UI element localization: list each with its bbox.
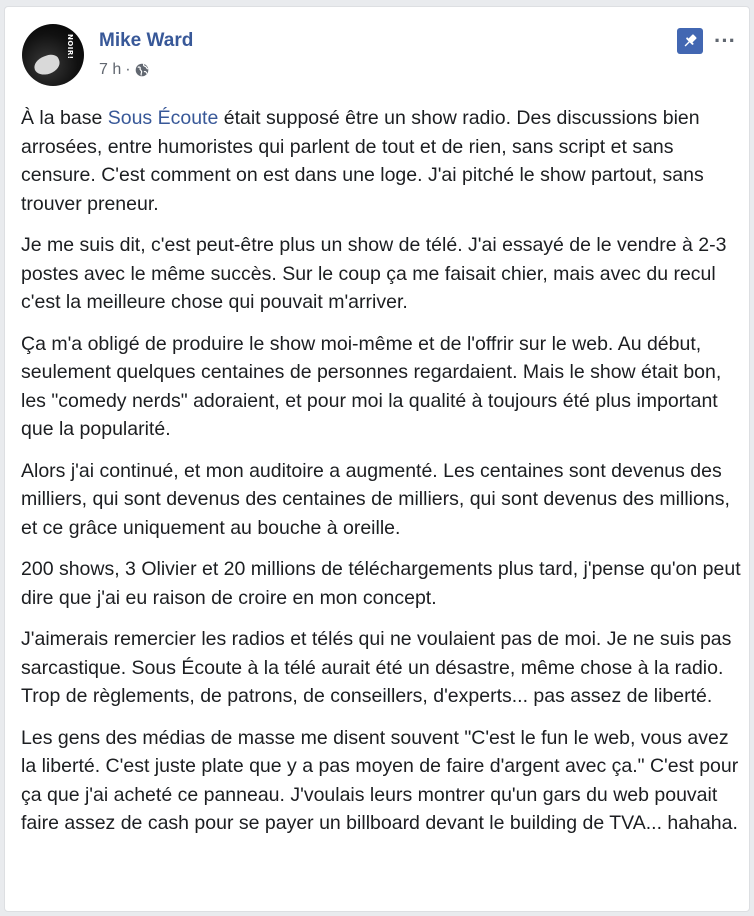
paragraph-1-suffix: était supposé être un show radio. Des discussions bien arrosées, entre humoristes qui parlent de tout et de rien, sans script et sans censure. C'est comment on est dans une loge. J'ai pitché le show partout, sans trouver preneur.: [21, 107, 704, 215]
paragraph-1: [21, 104, 743, 218]
more-options-button[interactable]: ···: [714, 28, 736, 53]
paragraph-5: 200 shows, 3 Olivier et 20 millions de téléchargements plus tard, j'pense qu'on peut dire que j'ai eu raison de croire en mon concept.: [21, 558, 741, 609]
paragraph-3: Ça m'a obligé de produire le show moi-même et de l'offrir sur le web. Au début, seulement quelques centaines de personnes regardaient. Mais le show était bon, les "comedy nerds" adoraient, et pour moi la qualité à toujours été plus important que la popularité.: [21, 332, 722, 440]
post-text: [21, 104, 743, 851]
paragraph-4: Alors j'ai continué, et mon auditoire a augmenté. Les centaines sont devenus des milliers, qui sont devenus des centaines de milliers, qui sont devenus des millions, et ce grâce uniquement au bouche à oreille.: [21, 459, 730, 539]
avatar-face: [32, 52, 63, 78]
avatar-logo-text: NOIR!: [66, 34, 74, 60]
pin-button[interactable]: [677, 28, 703, 54]
paragraph-7: Les gens des médias de masse me disent souvent "C'est le fun le web, vous avez la liberté. C'est juste plate que y a pas moyen de faire d'argent avec ça." C'est pour ça que j'ai acheté ce panneau. J'voulais leurs montrer qu'un gars du web pouvait faire assez de cash pour se payer un billboard devant le building de TVA... hahaha.: [21, 726, 739, 834]
post-header: [22, 24, 737, 86]
pin-icon: [681, 32, 699, 50]
post-actions: [677, 28, 737, 54]
paragraph-1-prefix: À la base: [21, 107, 108, 129]
post-time[interactable]: 7 h: [99, 61, 122, 78]
author-name[interactable]: Mike Ward: [99, 30, 194, 51]
avatar[interactable]: [22, 24, 84, 86]
meta-separator: ·: [125, 61, 131, 78]
post-card: [4, 6, 750, 912]
sous-ecoute-link[interactable]: Sous Écoute: [107, 107, 219, 129]
paragraph-6: J'aimerais remercier les radios et télés qui ne voulaient pas de moi. Je ne suis pas sarcastique. Sous Écoute à la télé aurait été un désastre, même chose à la radio. Trop de règlements, de patrons, de conseillers, d'experts... pas assez de liberté.: [21, 628, 732, 707]
globe-icon[interactable]: [135, 63, 149, 77]
post-meta: [99, 61, 149, 79]
paragraph-2: Je me suis dit, c'est peut-être plus un show de télé. J'ai essayé de le vendre à 2-3 postes avec le même succès. Sur le coup ça me faisait chier, mais avec du recul c'est la meilleure chose qui pouvait m'arriver.: [21, 234, 727, 313]
